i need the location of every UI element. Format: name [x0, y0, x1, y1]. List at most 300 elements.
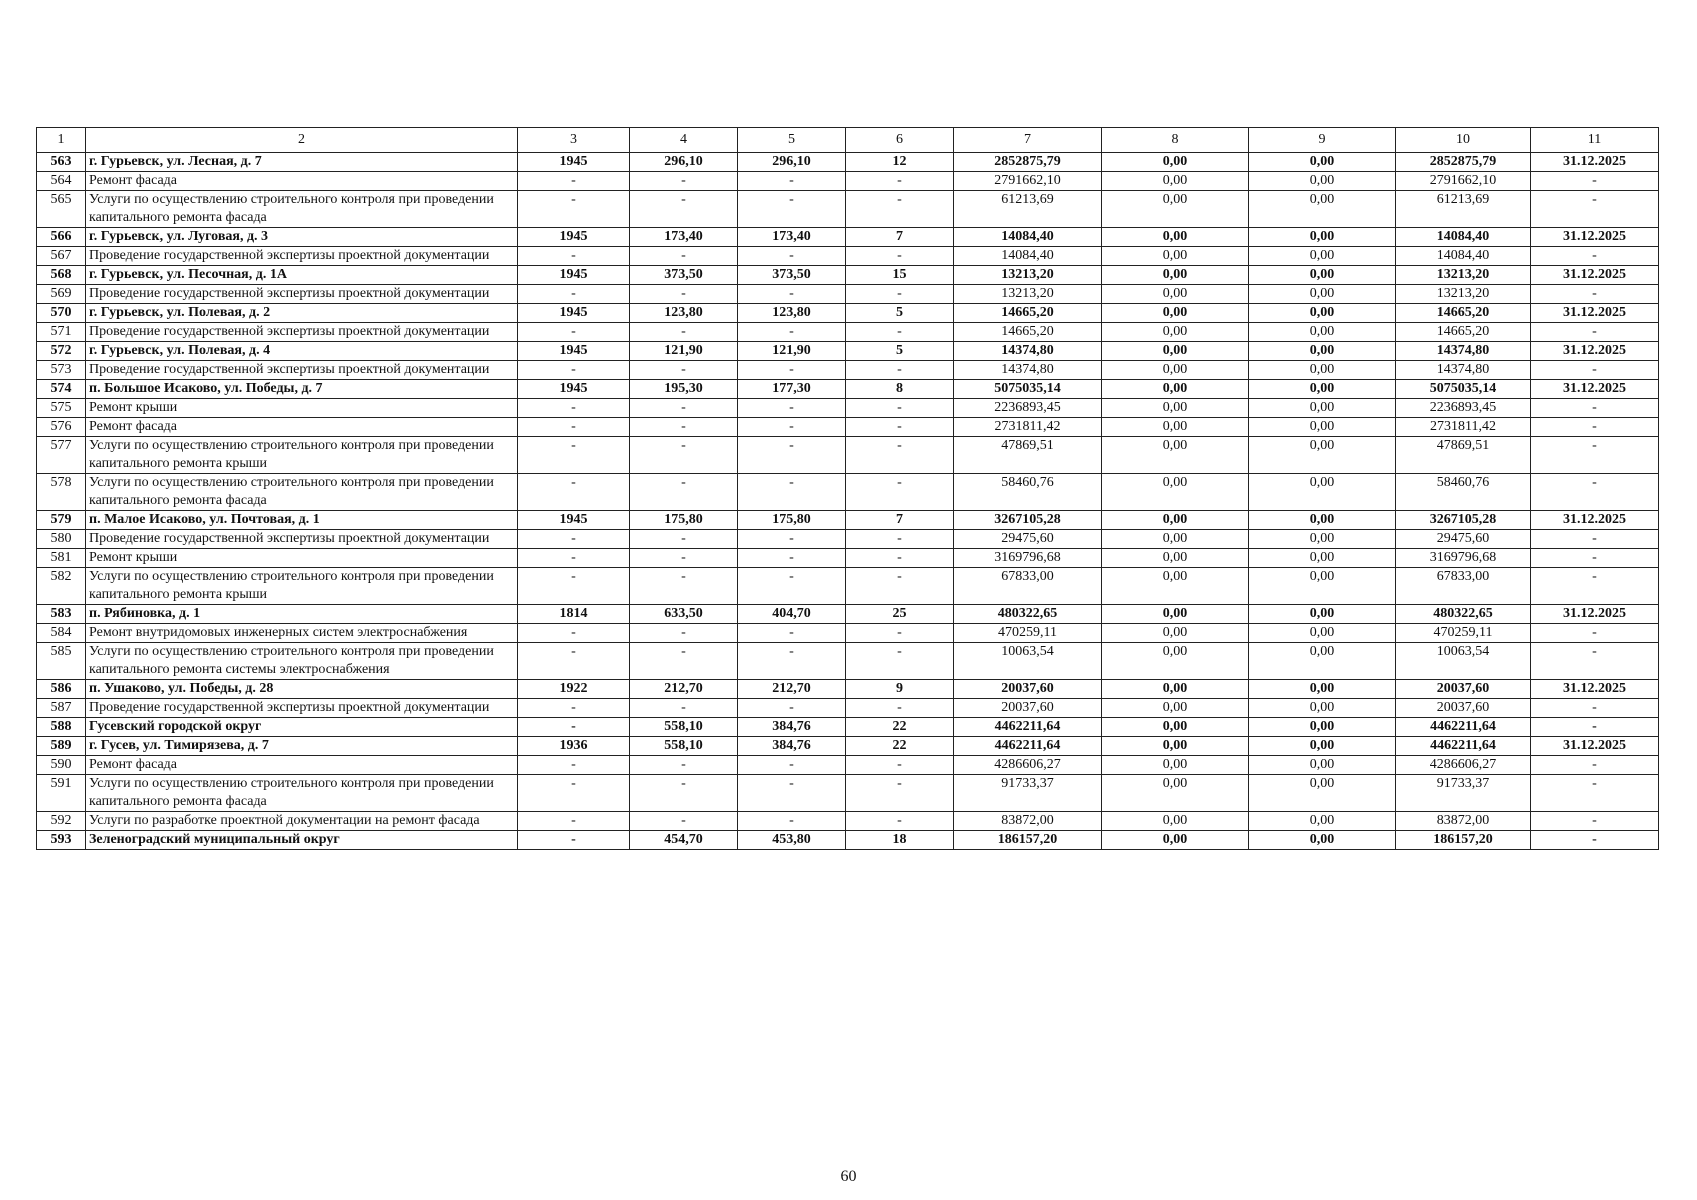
- value-cell: 480322,65: [1396, 605, 1531, 624]
- table-row: [37, 172, 1659, 191]
- row-number-cell: 580: [37, 530, 86, 549]
- value-cell: -: [846, 323, 954, 342]
- value-cell: 0,00: [1249, 266, 1396, 285]
- table-row: [37, 323, 1659, 342]
- row-number-cell: 575: [37, 399, 86, 418]
- table-row: [37, 474, 1659, 511]
- value-cell: 5075035,14: [1396, 380, 1531, 399]
- value-cell: -: [630, 191, 738, 228]
- value-cell: -: [630, 418, 738, 437]
- value-cell: 175,80: [738, 511, 846, 530]
- value-cell: -: [738, 418, 846, 437]
- column-header: 6: [846, 128, 954, 153]
- value-cell: -: [630, 361, 738, 380]
- value-cell: 10063,54: [954, 643, 1102, 680]
- value-cell: 2852875,79: [954, 153, 1102, 172]
- value-cell: -: [846, 549, 954, 568]
- value-cell: 173,40: [738, 228, 846, 247]
- description-cell: Ремонт крыши: [86, 549, 518, 568]
- value-cell: -: [738, 361, 846, 380]
- value-cell: 0,00: [1249, 568, 1396, 605]
- value-cell: 0,00: [1102, 266, 1249, 285]
- description-cell: Проведение государственной экспертизы проектной документации: [86, 247, 518, 266]
- value-cell: 0,00: [1249, 511, 1396, 530]
- table-row: [37, 812, 1659, 831]
- table-row: [37, 511, 1659, 530]
- value-cell: 20037,60: [954, 680, 1102, 699]
- table-row: [37, 831, 1659, 850]
- value-cell: -: [518, 756, 630, 775]
- value-cell: 0,00: [1102, 643, 1249, 680]
- value-cell: -: [518, 361, 630, 380]
- table-row: [37, 153, 1659, 172]
- description-cell: Услуги по осуществлению строительного контроля при проведении капитального ремонта фасада: [86, 474, 518, 511]
- value-cell: 177,30: [738, 380, 846, 399]
- value-cell: 0,00: [1102, 437, 1249, 474]
- table-row: [37, 304, 1659, 323]
- value-cell: -: [630, 172, 738, 191]
- description-cell: г. Гурьевск, ул. Песочная, д. 1А: [86, 266, 518, 285]
- value-cell: -: [1531, 699, 1659, 718]
- value-cell: 558,10: [630, 718, 738, 737]
- table-row: [37, 342, 1659, 361]
- value-cell: -: [846, 699, 954, 718]
- value-cell: 212,70: [738, 680, 846, 699]
- value-cell: 0,00: [1249, 247, 1396, 266]
- value-cell: -: [738, 191, 846, 228]
- column-header: 7: [954, 128, 1102, 153]
- description-cell: Гусевский городской округ: [86, 718, 518, 737]
- value-cell: -: [630, 530, 738, 549]
- value-cell: -: [846, 474, 954, 511]
- value-cell: 61213,69: [954, 191, 1102, 228]
- value-cell: 1945: [518, 228, 630, 247]
- value-cell: -: [846, 568, 954, 605]
- value-cell: 0,00: [1102, 399, 1249, 418]
- value-cell: -: [738, 172, 846, 191]
- row-number-cell: 572: [37, 342, 86, 361]
- value-cell: 0,00: [1102, 342, 1249, 361]
- value-cell: 454,70: [630, 831, 738, 850]
- value-cell: 384,76: [738, 737, 846, 756]
- value-cell: 1945: [518, 304, 630, 323]
- value-cell: -: [630, 474, 738, 511]
- value-cell: -: [630, 756, 738, 775]
- row-number-cell: 577: [37, 437, 86, 474]
- value-cell: 31.12.2025: [1531, 380, 1659, 399]
- column-header: 3: [518, 128, 630, 153]
- value-cell: -: [1531, 474, 1659, 511]
- value-cell: -: [1531, 812, 1659, 831]
- value-cell: 0,00: [1249, 153, 1396, 172]
- column-header: 4: [630, 128, 738, 153]
- row-number-cell: 585: [37, 643, 86, 680]
- value-cell: 0,00: [1102, 699, 1249, 718]
- value-cell: -: [1531, 399, 1659, 418]
- value-cell: -: [738, 323, 846, 342]
- value-cell: 0,00: [1102, 718, 1249, 737]
- column-header: 10: [1396, 128, 1531, 153]
- value-cell: 5075035,14: [954, 380, 1102, 399]
- value-cell: 480322,65: [954, 605, 1102, 624]
- value-cell: 1814: [518, 605, 630, 624]
- value-cell: 0,00: [1102, 624, 1249, 643]
- value-cell: -: [738, 775, 846, 812]
- value-cell: -: [518, 191, 630, 228]
- description-cell: г. Гурьевск, ул. Лесная, д. 7: [86, 153, 518, 172]
- value-cell: -: [518, 530, 630, 549]
- value-cell: 0,00: [1102, 228, 1249, 247]
- row-number-cell: 573: [37, 361, 86, 380]
- value-cell: 0,00: [1102, 775, 1249, 812]
- value-cell: 4286606,27: [954, 756, 1102, 775]
- value-cell: 0,00: [1249, 418, 1396, 437]
- value-cell: 1922: [518, 680, 630, 699]
- value-cell: 14665,20: [1396, 323, 1531, 342]
- value-cell: 31.12.2025: [1531, 342, 1659, 361]
- value-cell: 0,00: [1249, 605, 1396, 624]
- value-cell: 67833,00: [954, 568, 1102, 605]
- description-cell: п. Ушаково, ул. Победы, д. 28: [86, 680, 518, 699]
- value-cell: -: [846, 643, 954, 680]
- value-cell: -: [630, 775, 738, 812]
- value-cell: 2731811,42: [1396, 418, 1531, 437]
- value-cell: 4462211,64: [954, 718, 1102, 737]
- table-row: [37, 624, 1659, 643]
- row-number-cell: 586: [37, 680, 86, 699]
- value-cell: 2791662,10: [954, 172, 1102, 191]
- description-cell: Проведение государственной экспертизы проектной документации: [86, 323, 518, 342]
- value-cell: -: [738, 285, 846, 304]
- value-cell: -: [630, 699, 738, 718]
- value-cell: -: [738, 247, 846, 266]
- value-cell: -: [630, 624, 738, 643]
- value-cell: 0,00: [1102, 812, 1249, 831]
- value-cell: -: [518, 418, 630, 437]
- value-cell: -: [518, 624, 630, 643]
- value-cell: 14084,40: [1396, 247, 1531, 266]
- value-cell: -: [518, 775, 630, 812]
- value-cell: -: [518, 643, 630, 680]
- table-row: [37, 530, 1659, 549]
- value-cell: 212,70: [630, 680, 738, 699]
- value-cell: 4286606,27: [1396, 756, 1531, 775]
- value-cell: 15: [846, 266, 954, 285]
- description-cell: Ремонт внутридомовых инженерных систем электроснабжения: [86, 624, 518, 643]
- value-cell: 29475,60: [1396, 530, 1531, 549]
- value-cell: -: [846, 624, 954, 643]
- value-cell: 1945: [518, 153, 630, 172]
- value-cell: 123,80: [738, 304, 846, 323]
- value-cell: 14374,80: [954, 361, 1102, 380]
- description-cell: г. Гурьевск, ул. Луговая, д. 3: [86, 228, 518, 247]
- description-cell: г. Гурьевск, ул. Полевая, д. 2: [86, 304, 518, 323]
- table-row: [37, 549, 1659, 568]
- row-number-cell: 568: [37, 266, 86, 285]
- value-cell: -: [1531, 172, 1659, 191]
- value-cell: 83872,00: [1396, 812, 1531, 831]
- value-cell: 3267105,28: [1396, 511, 1531, 530]
- value-cell: 14374,80: [1396, 361, 1531, 380]
- row-number-cell: 579: [37, 511, 86, 530]
- value-cell: -: [846, 530, 954, 549]
- value-cell: 453,80: [738, 831, 846, 850]
- value-cell: -: [846, 812, 954, 831]
- value-cell: 20037,60: [1396, 699, 1531, 718]
- page-number: 60: [840, 1168, 857, 1185]
- value-cell: 5: [846, 304, 954, 323]
- table-row: [37, 247, 1659, 266]
- value-cell: -: [738, 549, 846, 568]
- value-cell: 0,00: [1102, 831, 1249, 850]
- table-row: [37, 285, 1659, 304]
- value-cell: -: [1531, 323, 1659, 342]
- table-row: [37, 756, 1659, 775]
- table-row: [37, 737, 1659, 756]
- table-row: [37, 380, 1659, 399]
- value-cell: 1936: [518, 737, 630, 756]
- value-cell: 1945: [518, 511, 630, 530]
- description-cell: Зеленоградский муниципальный округ: [86, 831, 518, 850]
- value-cell: 12: [846, 153, 954, 172]
- value-cell: 0,00: [1249, 399, 1396, 418]
- value-cell: 7: [846, 511, 954, 530]
- value-cell: 186157,20: [954, 831, 1102, 850]
- value-cell: -: [518, 172, 630, 191]
- value-cell: 0,00: [1102, 191, 1249, 228]
- row-number-cell: 593: [37, 831, 86, 850]
- row-number-cell: 564: [37, 172, 86, 191]
- table-row: [37, 361, 1659, 380]
- row-number-cell: 570: [37, 304, 86, 323]
- description-cell: Ремонт фасада: [86, 418, 518, 437]
- value-cell: 0,00: [1102, 680, 1249, 699]
- value-cell: 31.12.2025: [1531, 680, 1659, 699]
- value-cell: -: [738, 399, 846, 418]
- value-cell: -: [630, 247, 738, 266]
- value-cell: -: [518, 247, 630, 266]
- value-cell: 8: [846, 380, 954, 399]
- value-cell: 0,00: [1102, 172, 1249, 191]
- description-cell: Ремонт фасада: [86, 756, 518, 775]
- value-cell: -: [518, 399, 630, 418]
- value-cell: -: [846, 285, 954, 304]
- value-cell: 1945: [518, 342, 630, 361]
- value-cell: 4462211,64: [954, 737, 1102, 756]
- value-cell: -: [846, 191, 954, 228]
- description-cell: г. Гусев, ул. Тимирязева, д. 7: [86, 737, 518, 756]
- description-cell: Услуги по осуществлению строительного контроля при проведении капитального ремонта крыши: [86, 437, 518, 474]
- value-cell: -: [738, 437, 846, 474]
- description-cell: Ремонт крыши: [86, 399, 518, 418]
- value-cell: 2731811,42: [954, 418, 1102, 437]
- row-number-cell: 571: [37, 323, 86, 342]
- value-cell: -: [846, 361, 954, 380]
- value-cell: -: [630, 549, 738, 568]
- value-cell: 186157,20: [1396, 831, 1531, 850]
- row-number-cell: 569: [37, 285, 86, 304]
- value-cell: -: [846, 399, 954, 418]
- value-cell: 0,00: [1102, 737, 1249, 756]
- value-cell: 0,00: [1102, 304, 1249, 323]
- value-cell: 0,00: [1102, 247, 1249, 266]
- table-row: [37, 228, 1659, 247]
- value-cell: -: [1531, 756, 1659, 775]
- value-cell: -: [846, 775, 954, 812]
- table-row: [37, 643, 1659, 680]
- value-cell: 58460,76: [1396, 474, 1531, 511]
- value-cell: 633,50: [630, 605, 738, 624]
- value-cell: 14084,40: [1396, 228, 1531, 247]
- column-header: 11: [1531, 128, 1659, 153]
- value-cell: -: [1531, 775, 1659, 812]
- value-cell: 22: [846, 737, 954, 756]
- value-cell: 0,00: [1249, 285, 1396, 304]
- value-cell: 47869,51: [954, 437, 1102, 474]
- value-cell: -: [1531, 437, 1659, 474]
- value-cell: 5: [846, 342, 954, 361]
- value-cell: -: [1531, 831, 1659, 850]
- description-cell: Услуги по осуществлению строительного контроля при проведении капитального ремонта фасада: [86, 775, 518, 812]
- value-cell: 3267105,28: [954, 511, 1102, 530]
- row-number-cell: 590: [37, 756, 86, 775]
- value-cell: 2236893,45: [1396, 399, 1531, 418]
- description-cell: Проведение государственной экспертизы проектной документации: [86, 699, 518, 718]
- value-cell: 0,00: [1102, 530, 1249, 549]
- value-cell: -: [1531, 568, 1659, 605]
- value-cell: 470259,11: [1396, 624, 1531, 643]
- value-cell: -: [518, 812, 630, 831]
- table-row: [37, 605, 1659, 624]
- value-cell: 0,00: [1249, 437, 1396, 474]
- table-header-row: [37, 128, 1659, 153]
- value-cell: 0,00: [1102, 380, 1249, 399]
- value-cell: -: [1531, 624, 1659, 643]
- value-cell: 14665,20: [954, 323, 1102, 342]
- value-cell: -: [738, 568, 846, 605]
- value-cell: -: [630, 285, 738, 304]
- value-cell: 31.12.2025: [1531, 737, 1659, 756]
- row-number-cell: 574: [37, 380, 86, 399]
- value-cell: 31.12.2025: [1531, 304, 1659, 323]
- value-cell: 13213,20: [1396, 266, 1531, 285]
- value-cell: -: [846, 437, 954, 474]
- value-cell: 0,00: [1249, 756, 1396, 775]
- value-cell: 29475,60: [954, 530, 1102, 549]
- value-cell: 25: [846, 605, 954, 624]
- value-cell: -: [1531, 285, 1659, 304]
- value-cell: 0,00: [1249, 342, 1396, 361]
- value-cell: 0,00: [1249, 191, 1396, 228]
- value-cell: -: [630, 812, 738, 831]
- value-cell: 1945: [518, 380, 630, 399]
- row-number-cell: 563: [37, 153, 86, 172]
- description-cell: Ремонт фасада: [86, 172, 518, 191]
- value-cell: 558,10: [630, 737, 738, 756]
- column-header: 9: [1249, 128, 1396, 153]
- value-cell: -: [630, 643, 738, 680]
- row-number-cell: 582: [37, 568, 86, 605]
- value-cell: -: [738, 643, 846, 680]
- description-cell: Услуги по осуществлению строительного контроля при проведении капитального ремонта крыши: [86, 568, 518, 605]
- value-cell: 31.12.2025: [1531, 228, 1659, 247]
- value-cell: -: [1531, 418, 1659, 437]
- value-cell: -: [518, 285, 630, 304]
- value-cell: 14374,80: [1396, 342, 1531, 361]
- value-cell: 14084,40: [954, 247, 1102, 266]
- value-cell: -: [738, 812, 846, 831]
- value-cell: 0,00: [1249, 718, 1396, 737]
- description-cell: Проведение государственной экспертизы проектной документации: [86, 285, 518, 304]
- value-cell: -: [846, 172, 954, 191]
- value-cell: 0,00: [1249, 172, 1396, 191]
- row-number-cell: 567: [37, 247, 86, 266]
- value-cell: -: [518, 699, 630, 718]
- value-cell: -: [1531, 530, 1659, 549]
- value-cell: -: [518, 474, 630, 511]
- value-cell: 175,80: [630, 511, 738, 530]
- value-cell: 0,00: [1102, 361, 1249, 380]
- value-cell: 0,00: [1249, 812, 1396, 831]
- table-row: [37, 437, 1659, 474]
- value-cell: -: [1531, 643, 1659, 680]
- value-cell: 18: [846, 831, 954, 850]
- value-cell: -: [630, 437, 738, 474]
- table-row: [37, 418, 1659, 437]
- value-cell: 13213,20: [954, 266, 1102, 285]
- row-number-cell: 565: [37, 191, 86, 228]
- column-header: 8: [1102, 128, 1249, 153]
- value-cell: -: [518, 323, 630, 342]
- value-cell: 47869,51: [1396, 437, 1531, 474]
- value-cell: 2852875,79: [1396, 153, 1531, 172]
- value-cell: 2791662,10: [1396, 172, 1531, 191]
- value-cell: -: [846, 756, 954, 775]
- table-row: [37, 568, 1659, 605]
- value-cell: 22: [846, 718, 954, 737]
- value-cell: -: [518, 568, 630, 605]
- value-cell: 0,00: [1249, 737, 1396, 756]
- column-header: 1: [37, 128, 86, 153]
- table-row: [37, 699, 1659, 718]
- value-cell: 14665,20: [954, 304, 1102, 323]
- value-cell: -: [738, 756, 846, 775]
- row-number-cell: 588: [37, 718, 86, 737]
- value-cell: 404,70: [738, 605, 846, 624]
- table-row: [37, 718, 1659, 737]
- value-cell: 123,80: [630, 304, 738, 323]
- value-cell: 14374,80: [954, 342, 1102, 361]
- value-cell: -: [1531, 191, 1659, 228]
- description-cell: г. Гурьевск, ул. Полевая, д. 4: [86, 342, 518, 361]
- value-cell: 0,00: [1102, 511, 1249, 530]
- value-cell: -: [518, 437, 630, 474]
- value-cell: 296,10: [630, 153, 738, 172]
- table-row: [37, 680, 1659, 699]
- description-cell: Услуги по разработке проектной документации на ремонт фасада: [86, 812, 518, 831]
- value-cell: 0,00: [1102, 605, 1249, 624]
- value-cell: -: [738, 474, 846, 511]
- row-number-cell: 591: [37, 775, 86, 812]
- row-number-cell: 583: [37, 605, 86, 624]
- value-cell: -: [738, 699, 846, 718]
- value-cell: 0,00: [1249, 361, 1396, 380]
- value-cell: -: [1531, 718, 1659, 737]
- value-cell: 20037,60: [1396, 680, 1531, 699]
- value-cell: 0,00: [1102, 153, 1249, 172]
- value-cell: -: [1531, 549, 1659, 568]
- value-cell: 1945: [518, 266, 630, 285]
